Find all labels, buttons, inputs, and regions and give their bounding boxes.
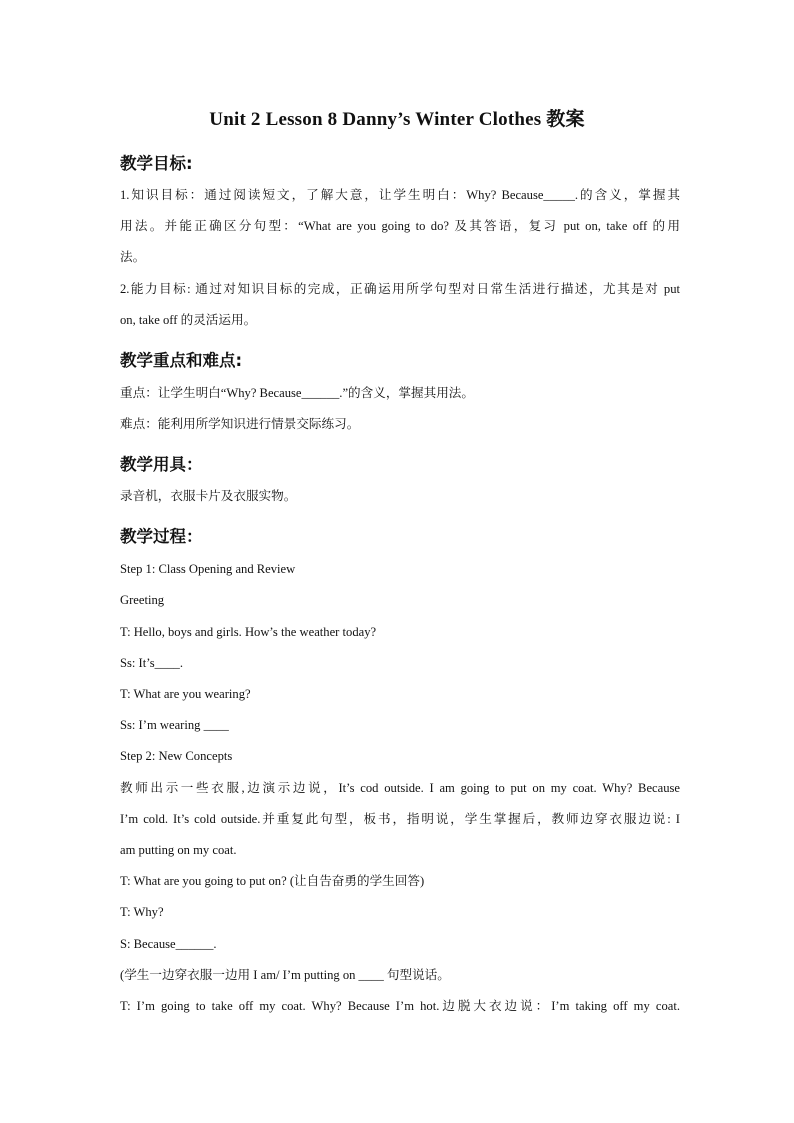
heading-tools: 教学用具： [120,455,203,474]
objectives-line-4: 2.能力目标: 通过对知识目标的完成，正确运用所学句型对日常生活进行描述，尤其是对 put [120,282,680,296]
objectives-line-5: on, take off 的灵活运用。 [120,313,257,327]
process-line-2: Greeting [120,593,165,607]
process-line-15: T: I’m going to take off my coat. Why? Because I’m hot.边脱大衣边说：I’m taking off my coat. [120,999,680,1013]
heading-key-points: 教学重点和难点: [120,351,243,370]
process-line-5: T: What are you wearing? [120,687,251,701]
process-line-7: Step 2: New Concepts [120,749,233,763]
process-line-4: Ss: It’s____. [120,656,183,670]
process-line-11: T: What are you going to put on? (让自告奋勇的学生回答) [120,874,425,888]
key-points-line-2: 难点：能利用所学知识进行情景交际练习。 [120,417,360,431]
objectives-line-2: 用法。并能正确区分句型：“What are you going to do? 及其答语，复习 put on, take off 的用 [120,219,680,233]
objectives-line-1: 1.知识目标：通过阅读短文，了解大意，让学生明白：Why? Because_____.的含义，掌握其 [120,188,680,202]
heading-objectives: 教学目标: [120,154,193,173]
process-line-8: 教师出示一些衣服,边演示边说，It’s cod outside. I am going to put on my coat. Why? Because [120,781,680,795]
objectives-line-3: 法。 [120,250,146,264]
process-line-13: S: Because______. [120,937,217,951]
process-line-12: T: Why? [120,905,164,919]
tools-line-1: 录音机，衣服卡片及衣服实物。 [120,489,297,503]
document-title: Unit 2 Lesson 8 Danny’s Winter Clothes 教案 [209,109,585,130]
process-line-1: Step 1: Class Opening and Review [120,562,296,576]
process-line-3: T: Hello, boys and girls. How’s the weather today? [120,625,377,639]
heading-process: 教学过程： [120,527,203,546]
process-line-14: (学生一边穿衣服一边用 I am/ I’m putting on ____ 句型说话。 [120,968,450,982]
process-line-6: Ss: I’m wearing ____ [120,718,229,732]
process-line-9: I’m cold. It’s cold outside.并重复此句型，板书，指明说，学生掌握后，教师边穿衣服边说: I [120,812,680,826]
process-line-10: am putting on my coat. [120,843,237,857]
key-points-line-1: 重点：让学生明白“Why? Because______.”的含义，掌握其用法。 [120,386,474,400]
